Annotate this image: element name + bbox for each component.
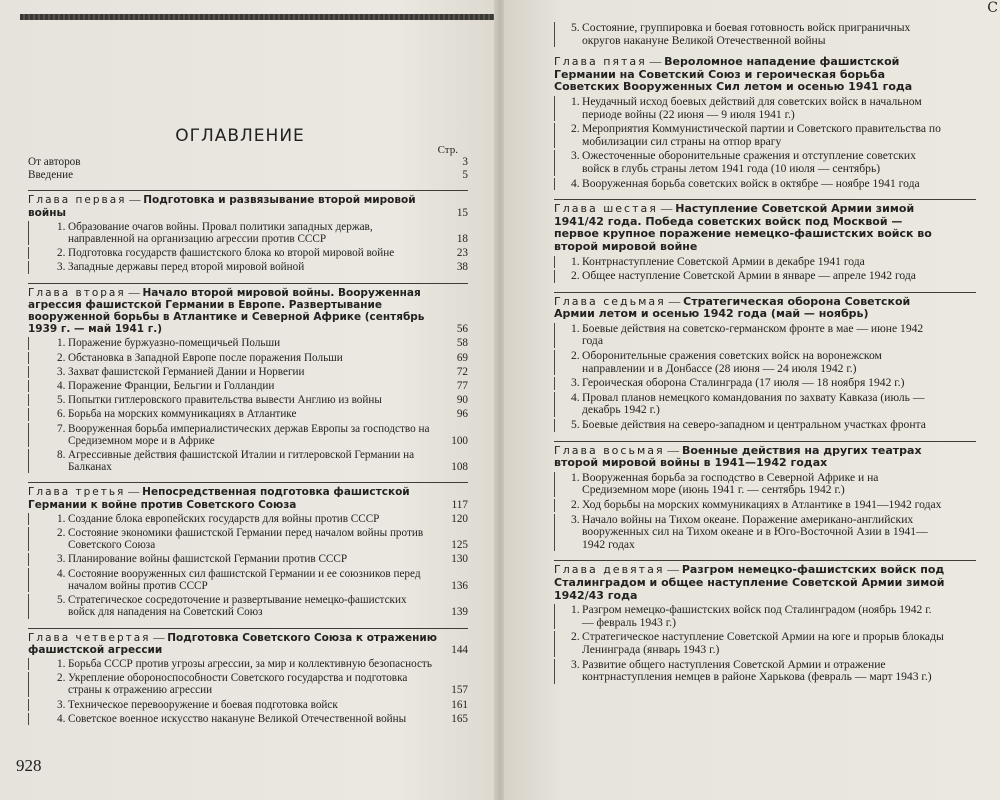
toc-heading: ОГЛАВЛЕНИЕ [175,126,305,146]
section-number: 2. [57,527,66,540]
entry-page: 15 [456,206,468,219]
chapter-title: Наступление Советской Армии зимой 1941/42 года. Победа советских войск под Москвой — первое крупное поражение немецко-фашистских войск во второй мировой войне [554,202,932,253]
page-number: 928 [16,756,42,775]
section-number: 3. [571,657,580,671]
section-title: Боевые действия на северо-западном и центральном участках фронта [582,418,926,432]
toc-section-entry [554,392,976,417]
page-column-label: Стр. [437,144,458,156]
section-number: 3. [57,365,66,378]
entry-page: 136 [451,579,468,592]
section-title: Провал планов немецкого командования по захвату Кавказа (июль — декабрь 1942 г.) [582,390,925,417]
section-number: 4. [571,176,580,190]
section-title: Стратегическое наступление Советской Армии на юге и прорыв блокады Ленинграда (январь 1943 г.) [582,630,944,656]
entry-page: 96 [456,408,468,421]
entry-page: 77 [456,380,468,393]
toc-section-entry [554,377,976,390]
toc-section-entry [554,178,976,191]
toc-section-entry [28,568,468,592]
toc-chapter-entry: Глава четвертая — Подготовка Советского Союза к отражению фашистской агрессии 144 [28,628,468,656]
entry-title: От авторов [28,156,81,168]
page-corner-mark: С [987,0,998,16]
chapter-label: Глава пятая [554,55,647,69]
toc-section-entry [28,553,468,565]
section-title: Западные державы перед второй мировой войной [68,261,305,274]
chapter-title: Непосредственная подготовка фашистской Германии к войне против Советского Союза [28,486,410,511]
section-title: Боевые действия на советско-германском фронте в мае — июне 1942 года [582,321,924,348]
section-title: Вооруженная борьба империалистических держав Европы за господство на Средиземном море и в Африке [68,422,430,447]
chapter-title: Разгром немецко-фашистских войск под Сталинградом и общее наступление Советской Армии зимой 1942/43 года [554,563,945,602]
entry-page: 5 [462,169,468,182]
toc-section-entry [28,408,468,420]
section-number: 3. [571,512,580,526]
toc-section-entry [28,352,468,364]
toc-chapter-entry: Глава пятая — Вероломное нападение фашистской Германии на Советский Союз и героическая борьба Советских Вооруженных Сил летом и осенью 1941 года [554,55,913,94]
chapter-title: Подготовка Советского Союза к отражению фашистской агрессии [28,631,437,656]
section-title: Оборонительные сражения советских войск на воронежском направлении и в Донбассе (28 июня — 24 июля 1942 г.) [582,349,882,375]
section-title: Борьба на морских коммуникациях в Атлантике [68,408,297,421]
entry-page: 72 [456,365,468,378]
right-page [504,0,1000,800]
toc-section-entry [28,658,468,670]
toc-section-entry [28,672,468,696]
section-number: 5. [57,394,66,407]
toc-chapter-entry: Глава вторая — Начало второй мировой войны. Вооруженная агрессия фашистской Германии в Европе. Развертывание вооруженной борьбы в Атлантике и Северной Африке (сентябрь 1939 г. — май 1941 г.) 56 [28,283,468,336]
toc-section-entry [28,380,468,392]
toc-section-entry [28,337,468,349]
toc-section-entry [554,270,976,283]
entry-page: 38 [456,261,468,274]
entry-page: 90 [456,394,468,407]
toc-section-entry [28,221,468,245]
section-title: Мероприятия Коммунистической партии и Советского правительства по мобилизации сил страны на отпор врагу [582,122,941,148]
section-number: 2. [57,247,66,260]
section-number: 1. [571,321,580,335]
section-number: 2. [571,122,580,136]
section-title: Стратегическое сосредоточение и развертывание немецко-фашистских войск для нападения на Советский Союз [68,594,407,619]
section-number: 2. [57,351,66,364]
section-number: 8. [57,449,66,462]
section-number: 3. [57,698,66,711]
section-title: Образование очагов войны. Провал политики западных держав, направленной на организацию агрессии против СССР [68,220,373,246]
section-number: 1. [571,603,580,617]
section-title: Разгром немецко-фашистских войск под Сталинградом (ноябрь 1942 г. — февраль 1943 г.) [582,603,932,629]
entry-page: 58 [456,337,468,350]
toc-section-entry [28,513,468,525]
section-title: Захват фашистской Германией Дании и Норвегии [68,365,305,378]
toc-front-entry [28,169,468,181]
section-number: 1. [571,94,580,108]
section-title: Создание блока европейских государств для войны против СССР [68,512,380,525]
entry-title: Введение [28,169,74,182]
chapter-label: Глава третья [28,486,126,499]
chapter-title: Военные действия на других театрах второй мировой войны в 1941—1942 годах [554,443,922,470]
toc-section-entry [554,659,976,684]
toc-list-left [28,156,468,725]
entry-page: 117 [451,498,468,511]
section-number: 5. [57,594,66,607]
chapter-label: Глава четвертая [28,631,151,644]
toc-chapter-entry: Глава восьмая — Военные действия на других театрах второй мировой войны в 1941—1942 годах [554,441,976,470]
section-title: Борьба СССР против угрозы агрессии, за мир и коллективную безопасность [68,657,432,670]
section-number: 1. [57,657,66,670]
section-number: 1. [571,254,580,268]
entry-page: 18 [456,233,468,246]
toc-section-entry [28,449,468,473]
toc-chapter-entry: Глава первая — Подготовка и развязывание второй мировой войны 15 [28,190,468,218]
entry-page: 125 [451,539,468,552]
entry-page: 144 [451,643,468,656]
chapter-title: Подготовка и развязывание второй мировой войны [28,194,416,219]
section-number: 2. [571,269,580,283]
section-number: 3. [571,149,580,163]
section-title: Подготовка государств фашистского блока ко второй мировой войне [68,247,395,260]
toc-chapter-entry: Глава шестая — Наступление Советской Армии зимой 1941/42 года. Победа советских войск под Москвой — первое крупное поражение немецко-фашистских войск во второй мировой войне [554,199,976,253]
section-title: Поражение Франции, Бельгии и Голландии [68,380,275,393]
section-number: 2. [571,349,580,363]
section-title: Героическая оборона Сталинграда (17 июля — 18 ноября 1942 г.) [582,376,905,390]
chapter-label: Глава шестая [554,202,658,216]
chapter-title: Начало второй мировой войны. Вооруженная агрессия фашистской Германии в Европе. Развертывание вооруженной борьбы в Атлантике и Северной Африке (сентябрь 1939 г. — май 1941 г.) [28,286,425,336]
toc-chapter-entry: Глава седьмая — Стратегическая оборона Советской Армии летом и осенью 1942 года (май — ноябрь) [554,292,976,321]
section-number: 6. [57,408,66,421]
entry-page: 3 [462,156,468,168]
left-page [0,0,496,800]
toc-section-entry [554,96,976,121]
section-title: Техническое перевооружение и боевая подготовка войск [68,698,338,711]
entry-page: 108 [451,461,468,474]
entry-page: 23 [456,247,468,260]
section-number: 1. [57,337,66,350]
toc-section-entry [28,713,468,725]
section-number: 1. [571,470,580,484]
section-number: 4. [57,567,66,580]
toc-section-entry [554,22,976,47]
toc-section-entry [554,350,976,375]
toc-section-entry [554,150,976,175]
toc-section-entry [28,699,468,711]
toc-section-entry [28,423,468,447]
section-title: Неудачный исход боевых действий для советских войск в начальном периоде войны (22 июня — 9 июля 1941 г.) [582,94,922,121]
section-title: Состояние экономики фашистской Германии перед началом войны против Советского Союза [68,527,424,552]
toc-section-entry [28,527,468,551]
chapter-label: Глава девятая [554,563,665,577]
toc-section-entry [554,256,976,269]
section-title: Укрепление обороноспособности Советского государства и подготовка страны к отражению агрессии [68,672,408,697]
toc-section-entry [554,323,976,348]
toc-list-right [554,20,976,684]
section-title: Общее наступление Советской Армии в январе — апреле 1942 года [582,269,916,283]
section-title: Вооруженная борьба за господство в Северной Африке и на Средиземном море (июнь 1941 г. — сентябрь 1942 г.) [582,470,879,497]
chapter-label: Глава седьмая [554,294,666,308]
section-title: Ход борьбы на морских коммуникациях в Атлантике в 1941—1942 годах [582,498,942,511]
entry-page: 100 [451,434,468,447]
toc-section-entry [554,472,976,497]
section-title: Планирование войны фашистской Германии против СССР [68,553,348,566]
section-title: Агрессивные действия фашистской Италии и гитлеровской Германии на Балканах [68,449,415,474]
section-number: 1. [57,512,66,525]
section-title: Обстановка в Западной Европе после поражения Польши [68,351,343,364]
section-title: Состояние вооруженных сил фашистской Германии и ее союзников перед началом войны против СССР [68,567,421,592]
section-number: 4. [57,380,66,393]
toc-section-entry [554,604,976,629]
entry-page: 69 [456,351,468,364]
entry-page: 120 [451,512,468,525]
section-number: 3. [57,553,66,566]
chapter-title: Вероломное нападение фашистской Германии на Советский Союз и героическая борьба Советских Вооруженных Сил летом и осенью 1941 года [554,55,913,94]
section-number: 4. [57,712,66,725]
entry-page: 165 [451,712,468,725]
toc-chapter-entry: Глава третья — Непосредственная подготовка фашистской Германии к войне против Советского Союза 117 [28,482,468,510]
section-title: Развитие общего наступления Советской Армии и отражение контрнаступления немцев в районе Харькова (февраль — март 1943 г.) [582,657,932,684]
toc-section-entry [28,261,468,273]
section-number: 4. [571,390,580,404]
section-number: 3. [571,376,580,390]
toc-section-entry [554,631,976,656]
toc-section-entry [554,123,976,148]
toc-section-entry [554,419,976,432]
entry-page: 157 [451,684,468,697]
header-ornament-rule [20,14,496,20]
entry-page: 130 [451,553,468,566]
toc-section-entry [28,247,468,259]
section-title: Ожесточенные оборонительные сражения и отступление советских войск в глубь страны летом 1941 года (10 июля — сентябрь) [582,149,916,175]
section-title: Поражение буржуазно-помещичьей Польши [68,337,281,350]
section-number: 2. [57,672,66,685]
section-number: 2. [571,498,580,511]
toc-section-entry [28,594,468,618]
toc-section-entry [554,514,976,552]
chapter-label: Глава восьмая [554,443,665,457]
section-number: 5. [571,418,580,432]
toc-chapter-entry: Глава девятая — Разгром немецко-фашистских войск под Сталинградом и общее наступление Советской Армии зимой 1942/43 года [554,560,976,602]
toc-section-entry [28,366,468,378]
toc-section-entry [554,499,976,512]
section-title: Вооруженная борьба советских войск в октябре — ноябре 1941 года [582,176,920,190]
entry-page: 139 [451,606,468,619]
section-title: Советское военное искусство накануне Великой Отечественной войны [68,712,407,725]
section-number: 1. [57,220,66,233]
section-number: 2. [571,630,580,644]
chapter-label: Глава первая [28,194,127,207]
section-title: Начало войны на Тихом океане. Поражение американо-английских вооруженных сил на Тихом океане и в Юго-Восточной Азии в 1941—1942 годах [582,512,928,551]
chapter-title: Стратегическая оборона Советской Армии летом и осенью 1942 года (май — ноябрь) [554,294,911,321]
section-title: Попытки гитлеровского правительства вывести Англию из войны [68,394,382,407]
toc-section-entry [28,394,468,406]
section-title: Контрнаступление Советской Армии в декабре 1941 года [582,254,865,268]
section-number: 7. [57,422,66,435]
chapter-label: Глава вторая [28,286,126,299]
entry-page: 56 [456,323,468,336]
section-number: 3. [57,261,66,274]
toc-front-entry [28,156,468,168]
entry-page: 161 [451,698,468,711]
section-number: 5. [571,21,580,34]
section-title: Состояние, группировка и боевая готовность войск приграничных округов накануне Великой Отечественной войны [582,21,911,47]
